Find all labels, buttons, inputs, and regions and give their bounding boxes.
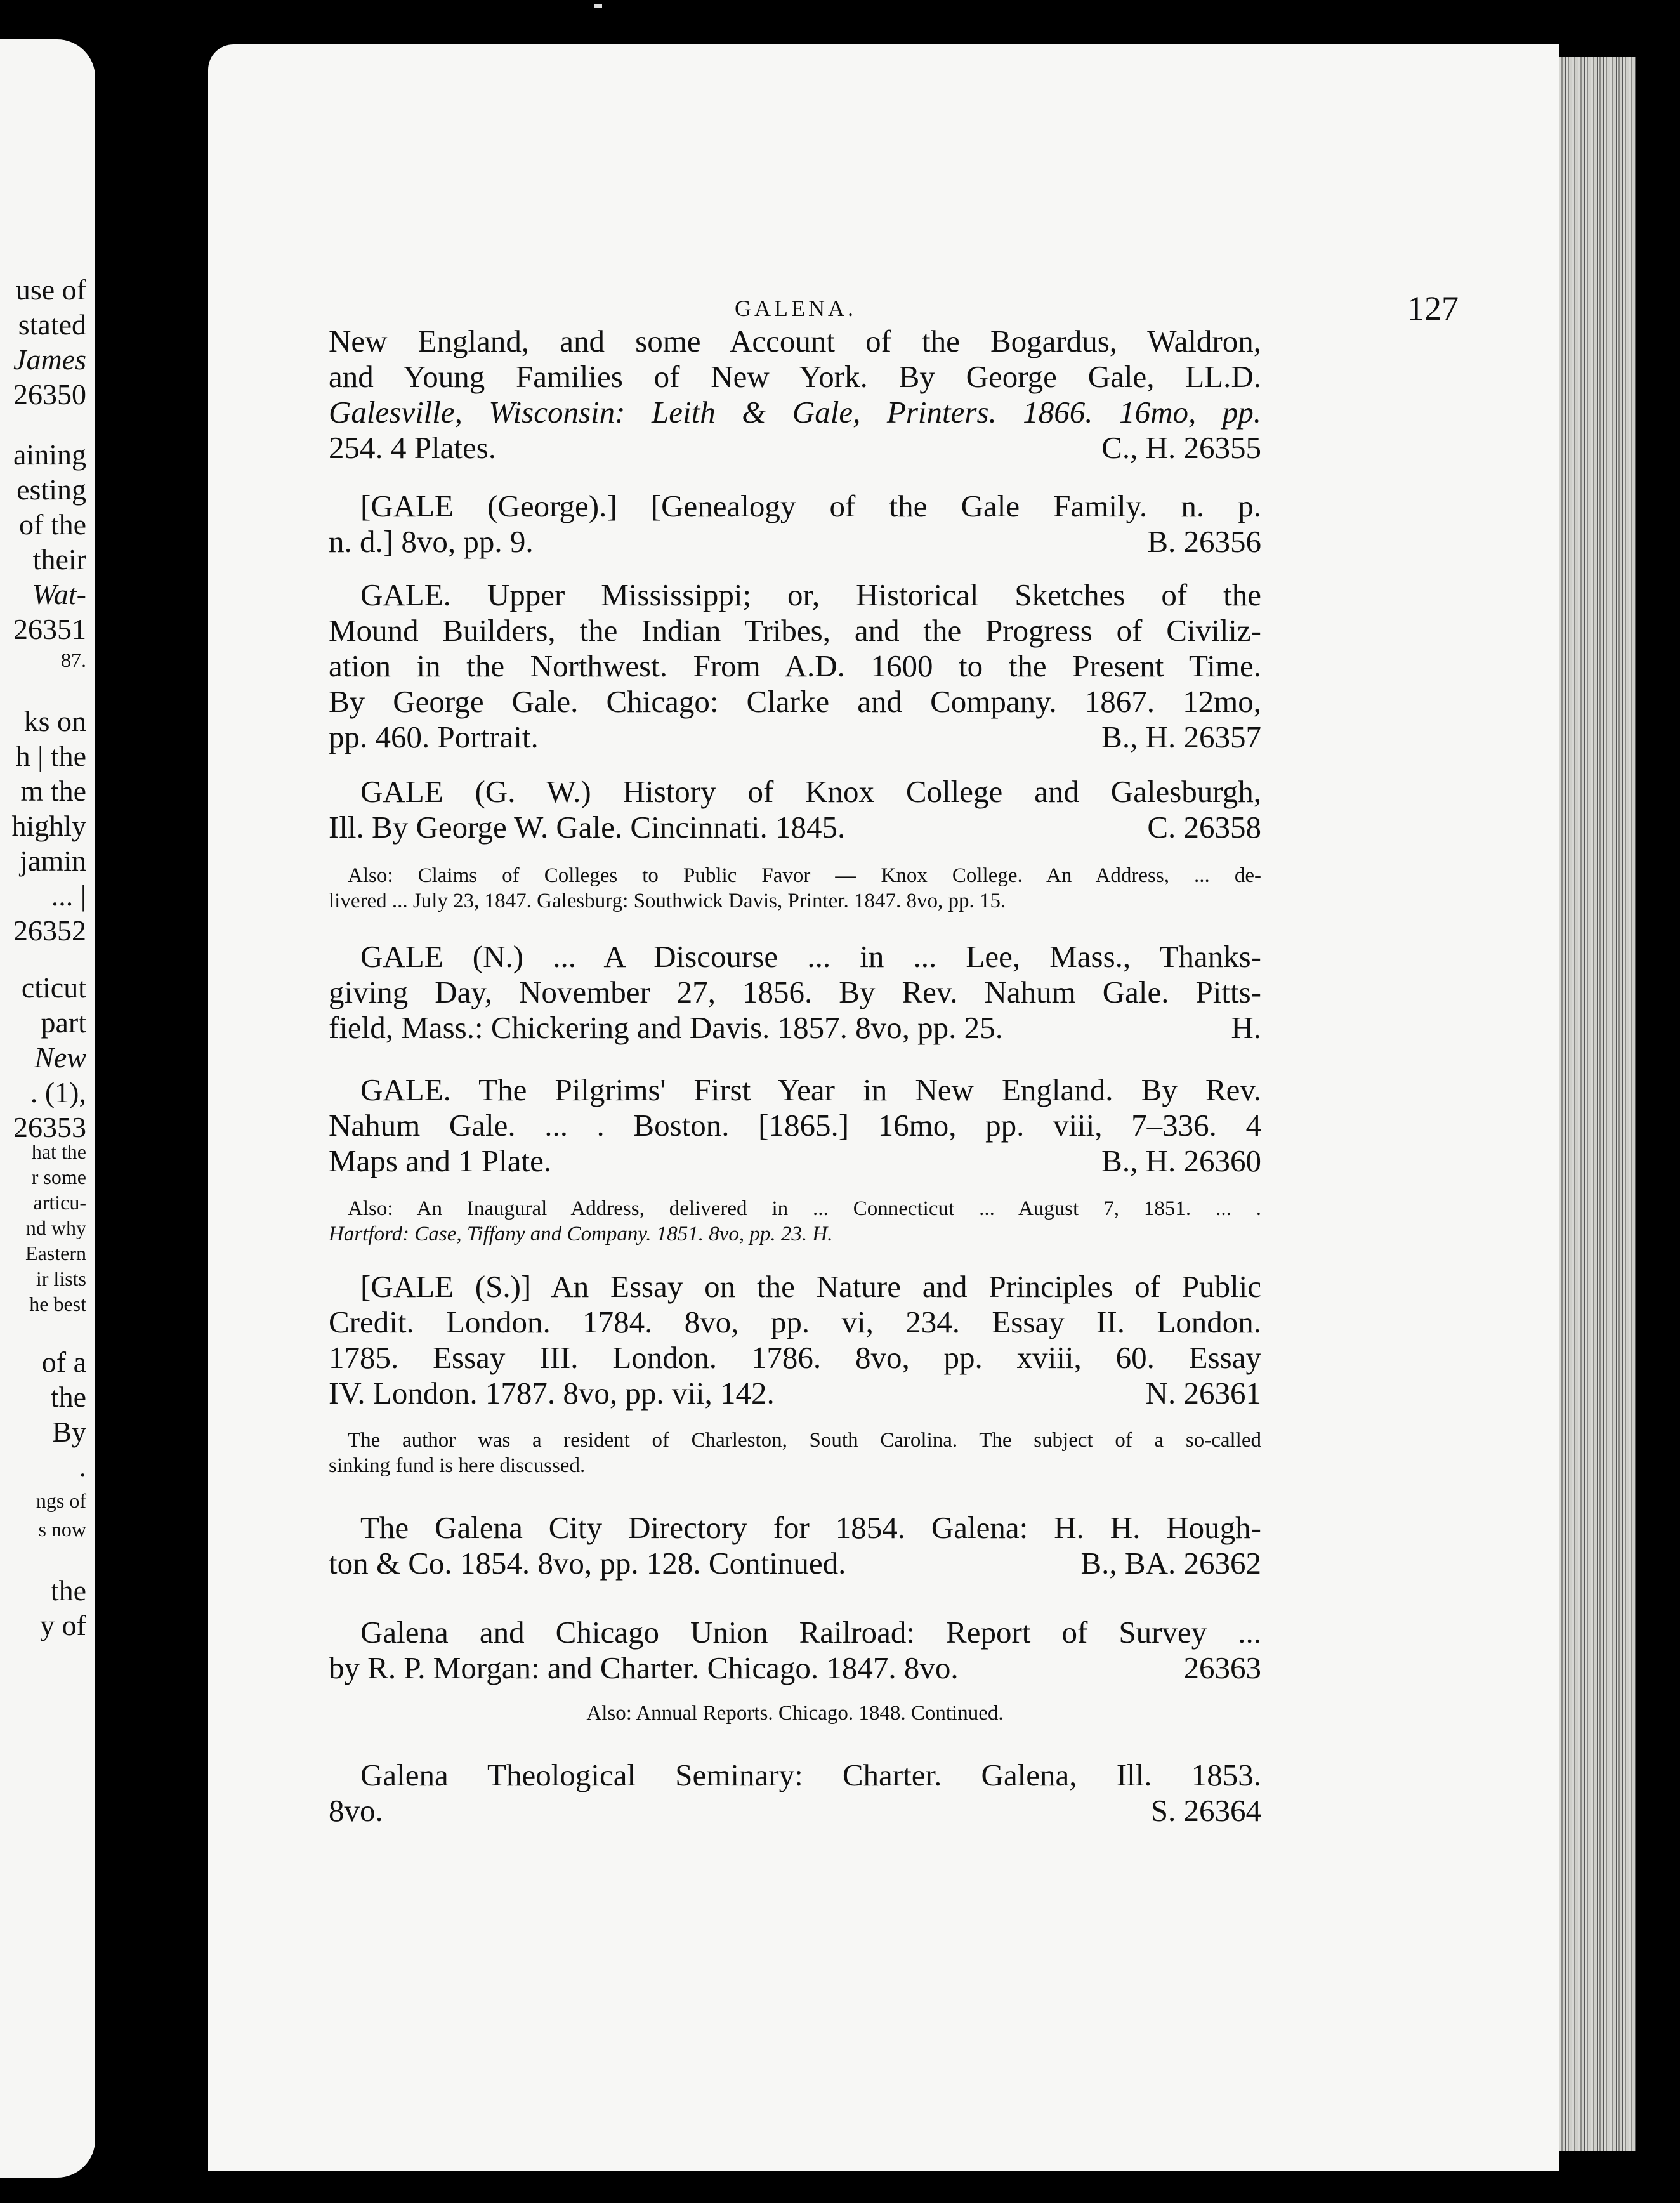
page-number: 127 <box>1407 289 1459 327</box>
facing-page-text-fragment: part <box>41 1006 86 1039</box>
facing-page-text-fragment: ngs of <box>36 1489 86 1512</box>
entry-line: New England, and some Account of the Bogardus, Waldron, <box>329 324 1261 358</box>
entry-line: GALE (G. W.) History of Knox College and Galesburgh, <box>360 774 1261 809</box>
entry-line: giving Day, November 27, 1856. By Rev. Nahum Gale. Pitts- <box>329 975 1261 1009</box>
facing-page-text-fragment: m the <box>20 775 86 807</box>
facing-page-text-fragment: Wat- <box>32 578 86 610</box>
catalog-number: H. <box>1231 1010 1261 1045</box>
facing-page-text-fragment: h | the <box>15 740 86 772</box>
entry-note <box>329 1700 1261 1726</box>
entry-note <box>329 863 1261 914</box>
entry-line: GALE. Upper Mississippi; or, Historical Sketches of the <box>360 577 1261 612</box>
facing-page-text-fragment: . (1), <box>30 1076 86 1108</box>
catalog-number: B., H. 26360 <box>1101 1143 1261 1178</box>
facing-page-text-fragment: s now <box>38 1518 86 1541</box>
running-header: GALENA. <box>735 296 856 321</box>
entry-26361 <box>329 1269 1261 1411</box>
facing-page-text-fragment: cticut <box>21 971 86 1004</box>
facing-page-text-fragment: he best <box>29 1292 86 1315</box>
scan-mark <box>594 4 602 8</box>
entry-26362 <box>329 1510 1261 1581</box>
entry-line: [GALE (S.)] An Essay on the Nature and Principles of Public <box>360 1269 1261 1304</box>
entry-26355 <box>329 324 1261 466</box>
entry-line: Galena Theological Seminary: Charter. Galena, Ill. 1853. <box>360 1758 1261 1792</box>
book-page <box>208 44 1559 2171</box>
facing-page-text-fragment: Eastern <box>25 1242 86 1265</box>
note-line: Hartford: Case, Tiffany and Company. 1851. 8vo, pp. 23. H. <box>329 1223 833 1246</box>
facing-page-text-fragment: articu- <box>33 1191 86 1214</box>
facing-page-text-fragment: r some <box>31 1166 86 1188</box>
facing-page-text-fragment: By <box>52 1416 86 1448</box>
entry-line: Maps and 1 Plate. B., H. 26360 <box>329 1143 1261 1178</box>
page-edge <box>1559 57 1636 2151</box>
note-line: Also: An Inaugural Address, delivered in ... Connecticut ... August 7, 1851. ... . <box>348 1197 1261 1220</box>
note-line: The author was a resident of Charleston, South Carolina. The subject of a so-called <box>348 1429 1261 1452</box>
entry-26357 <box>329 577 1261 755</box>
facing-page-text-fragment: stated <box>18 308 86 341</box>
facing-page-text-fragment: 26351 <box>13 613 86 645</box>
facing-page-text-fragment: jamin <box>20 845 86 877</box>
entry-line: and Young Families of New York. By George Gale, LL.D. <box>329 359 1261 394</box>
facing-page-text-fragment: the <box>50 1381 86 1413</box>
entry-line: Ill. By George W. Gale. Cincinnati. 1845. C. 26358 <box>329 810 1261 845</box>
facing-page-text-fragment: ... | <box>51 879 86 912</box>
facing-page-text-fragment: use of <box>15 273 86 306</box>
entry-line: 8vo. S. 26364 <box>329 1793 1261 1828</box>
entry-note <box>329 1428 1261 1478</box>
entry-26363 <box>329 1615 1261 1686</box>
entry-line: ation in the Northwest. From A.D. 1600 to the Present Time. <box>329 648 1261 683</box>
entry-26356 <box>329 489 1261 560</box>
entry-26360 <box>329 1072 1261 1179</box>
entry-line: GALE. The Pilgrims' First Year in New England. By Rev. <box>360 1072 1261 1107</box>
entry-line: ton & Co. 1854. 8vo, pp. 128. Continued. B., BA. 26362 <box>329 1546 1261 1581</box>
entry-26358 <box>329 774 1261 845</box>
entry-gale-n <box>329 939 1261 1046</box>
facing-page-text-fragment: the <box>50 1574 86 1607</box>
facing-page-text-fragment: 26350 <box>13 378 86 411</box>
entry-line: By George Gale. Chicago: Clarke and Company. 1867. 12mo, <box>329 684 1261 719</box>
entry-line: n. d.] 8vo, pp. 9. B. 26356 <box>329 524 1261 559</box>
catalog-number: C. 26358 <box>1147 810 1261 845</box>
facing-page-text-fragment: . <box>79 1450 86 1483</box>
facing-page-text-fragment: 26352 <box>13 914 86 947</box>
entry-line: Nahum Gale. ... . Boston. [1865.] 16mo, pp. viii, 7–336. 4 <box>329 1108 1261 1143</box>
entry-26364 <box>329 1758 1261 1829</box>
facing-page-text-fragment: 87. <box>61 648 86 671</box>
entry-line: The Galena City Directory for 1854. Galena: H. H. Hough- <box>360 1510 1261 1545</box>
entry-line: Galena and Chicago Union Railroad: Report of Survey ... <box>360 1615 1261 1650</box>
facing-page-fragment <box>0 39 95 2178</box>
catalog-number: B., BA. 26362 <box>1080 1546 1261 1581</box>
entry-line: Galesville, Wisconsin: Leith & Gale, Printers. 1866. 16mo, pp. <box>329 395 1261 430</box>
facing-page-text-fragment: ir lists <box>36 1267 86 1290</box>
entry-line: field, Mass.: Chickering and Davis. 1857. 8vo, pp. 25. H. <box>329 1010 1261 1045</box>
entry-line: 1785. Essay III. London. 1786. 8vo, pp. xviii, 60. Essay <box>329 1340 1261 1375</box>
note-line: Also: Claims of Colleges to Public Favor — Knox College. An Address, ... de- <box>348 864 1261 887</box>
facing-page-text-fragment: New <box>34 1041 86 1074</box>
facing-page-text-fragment: nd why <box>25 1216 86 1239</box>
entry-line: Mound Builders, the Indian Tribes, and the Progress of Civiliz- <box>329 613 1261 648</box>
entry-line: GALE (N.) ... A Discourse ... in ... Lee, Mass., Thanks- <box>360 939 1261 974</box>
facing-page-text-fragment: hat the <box>31 1140 86 1163</box>
facing-page-text-fragment: y of <box>40 1609 86 1641</box>
catalog-number: N. 26361 <box>1145 1376 1261 1411</box>
catalog-number: B., H. 26357 <box>1101 720 1261 754</box>
facing-page-text-fragment: highly <box>11 810 86 842</box>
catalog-number: C., H. 26355 <box>1101 430 1261 465</box>
catalog-number: 26363 <box>1183 1650 1261 1685</box>
entry-line: [GALE (George).] [Genealogy of the Gale Family. n. p. <box>360 489 1261 523</box>
facing-page-text-fragment: their <box>32 543 86 575</box>
catalog-number: B. 26356 <box>1147 524 1261 559</box>
facing-page-text-fragment: of the <box>18 508 86 541</box>
note-line: sinking fund is here discussed. <box>329 1454 586 1477</box>
entry-line: IV. London. 1787. 8vo, pp. vii, 142. N. 26361 <box>329 1376 1261 1411</box>
facing-page-text-fragment: James <box>13 343 86 376</box>
note-line: Also: Annual Reports. Chicago. 1848. Continued. <box>586 1702 1004 1725</box>
catalog-number: S. 26364 <box>1150 1793 1261 1828</box>
entry-line: Credit. London. 1784. 8vo, pp. vi, 234. Essay II. London. <box>329 1305 1261 1339</box>
facing-page-text-fragment: ks on <box>23 705 86 737</box>
entry-line: by R. P. Morgan: and Charter. Chicago. 1847. 8vo. 26363 <box>329 1650 1261 1685</box>
facing-page-text-fragment: esting <box>16 473 86 506</box>
note-line: livered ... July 23, 1847. Galesburg: Southwick Davis, Printer. 1847. 8vo, pp. 15. <box>329 890 1006 912</box>
facing-page-text-fragment: aining <box>13 438 86 471</box>
facing-page-text-fragment: of a <box>41 1346 86 1378</box>
entry-line: 254. 4 Plates. C., H. 26355 <box>329 430 1261 465</box>
entry-line: pp. 460. Portrait. B., H. 26357 <box>329 720 1261 754</box>
entry-note <box>329 1196 1261 1247</box>
facing-page-text-fragment: 26353 <box>13 1111 86 1143</box>
